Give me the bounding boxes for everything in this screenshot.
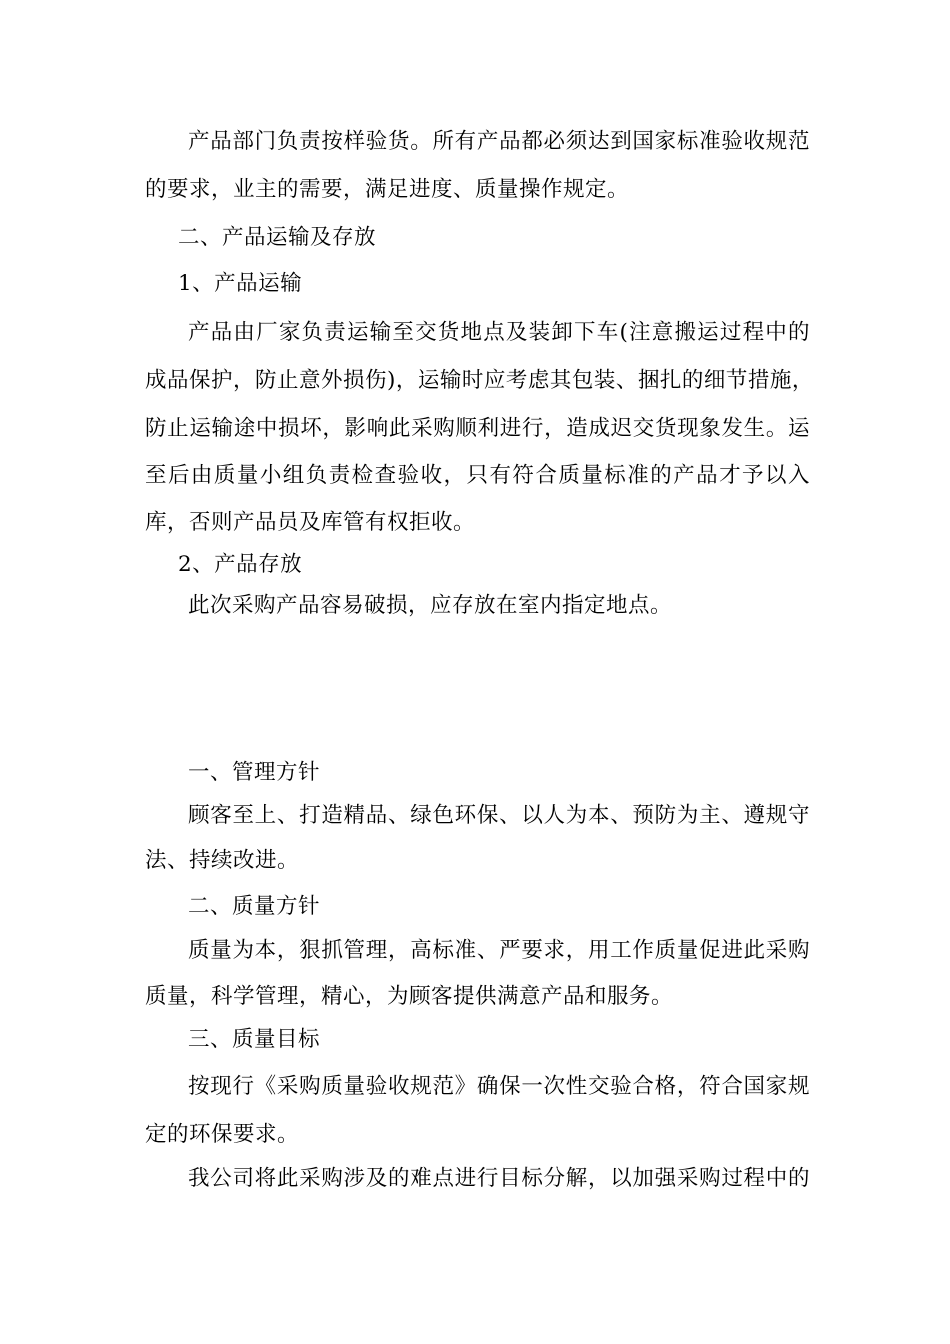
subheading-transport: 1、产品运输 [178,271,303,296]
paragraph-line: 顾客至上、打造精品、绿色环保、以人为本、预防为主、遵规守 [188,803,810,828]
heading-quality-target: 三、质量目标 [188,1027,321,1052]
paragraph-line: 质量，科学管理，精心，为顾客提供满意产品和服务。 [145,984,674,1009]
heading-quality-policy: 二、质量方针 [188,894,321,919]
heading-management-policy: 一、管理方针 [188,760,321,785]
paragraph-line: 此次采购产品容易破损，应存放在室内指定地点。 [188,593,673,618]
subheading-storage: 2、产品存放 [178,552,303,577]
paragraph-line: 成品保护，防止意外损伤)，运输时应考虑其包装、捆扎的细节措施， [145,368,814,393]
paragraph-line: 法、持续改进。 [145,848,300,873]
paragraph-line: 产品由厂家负责运输至交货地点及装卸下车(注意搬运过程中的 [188,320,810,345]
paragraph-line: 质量为本，狠抓管理，高标准、严要求，用工作质量促进此采购 [188,938,810,963]
paragraph-line: 我公司将此采购涉及的难点进行目标分解，以加强采购过程中的 [188,1166,810,1191]
paragraph-line: 库，否则产品员及库管有权拒收。 [145,510,476,535]
heading-transport-storage: 二、产品运输及存放 [178,225,377,250]
paragraph-line: 按现行《采购质量验收规范》确保一次性交验合格，符合国家规 [188,1074,810,1099]
paragraph-line: 定的环保要求。 [145,1122,300,1147]
section-title [0,706,950,738]
paragraph-line: 至后由质量小组负责检查验收，只有符合质量标准的产品才予以入 [145,463,810,488]
paragraph-line: 防止运输途中损坏，影响此采购顺利进行，造成迟交货现象发生。运 [145,416,810,441]
paragraph-line: 产品部门负责按样验货。所有产品都必须达到国家标准验收规范 [188,129,810,154]
paragraph-line: 的要求，业主的需要，满足进度、质量操作规定。 [145,177,630,202]
